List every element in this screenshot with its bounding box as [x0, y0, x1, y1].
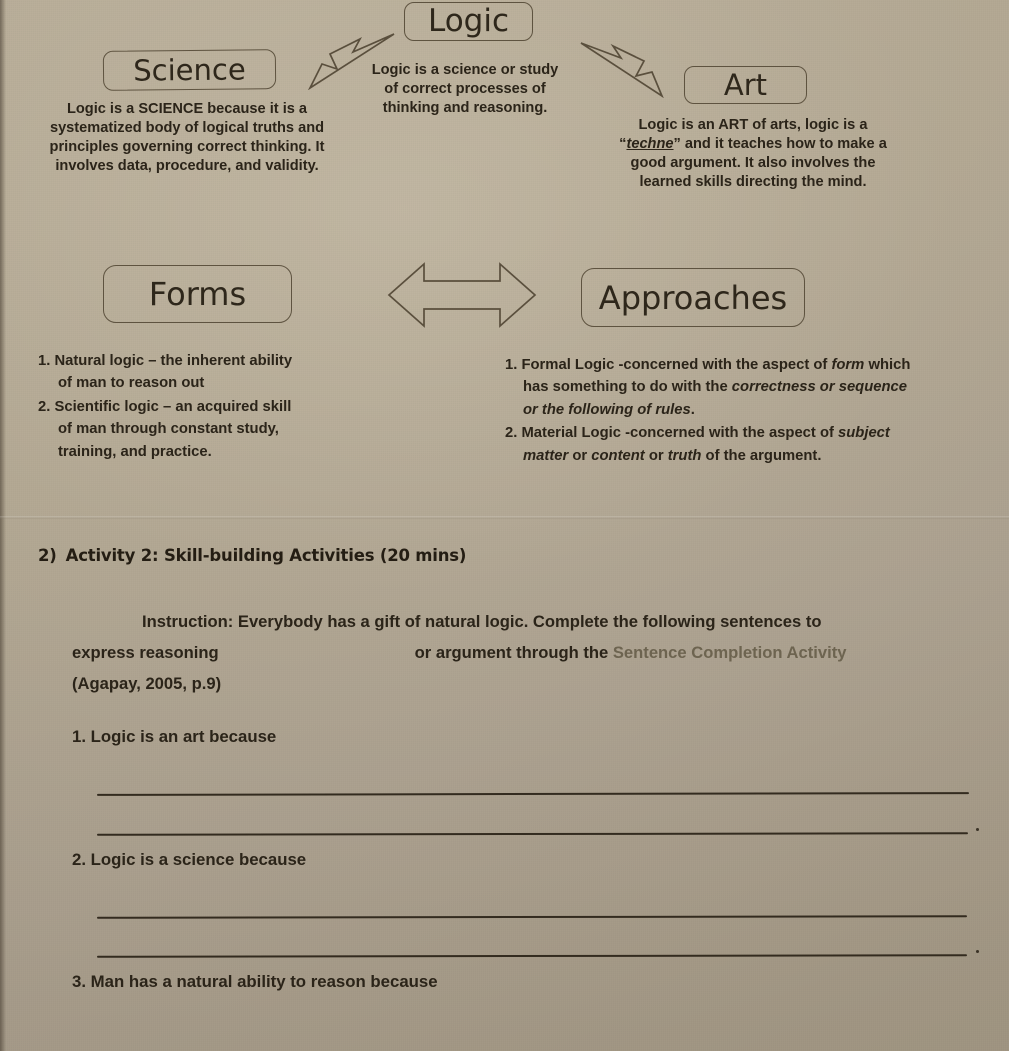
- approaches-item-2-head: Material Logic: [521, 425, 621, 442]
- approaches-item-1-head: Formal Logic: [521, 357, 615, 373]
- art-description-rest: ” and it teaches how to make a good argument. It also involves the learned skills directing the mind.: [630, 135, 887, 190]
- instruction-part-1: Everybody has a gift of natural logic. Complete the following sentences to: [233, 612, 822, 631]
- approaches-item-1-number: 1.: [505, 357, 518, 373]
- instruction-label: Instruction:: [142, 612, 234, 631]
- logic-definition-description: [365, 61, 565, 118]
- forms-item-2-head: Scientific logic: [54, 398, 159, 415]
- answer-line-2a[interactable]: [97, 915, 967, 919]
- approaches-item-2-mid-2: or: [644, 447, 668, 464]
- instruction-part-3: or argument through the: [414, 642, 613, 662]
- arrow-down-right-icon: [578, 40, 664, 98]
- approaches-item-1-text-b: which: [864, 357, 911, 373]
- instruction-faded-activity-name: Sentence Completion Activity: [612, 642, 847, 662]
- diagram-node-logic: [404, 2, 533, 41]
- node-label-logic: Logic: [427, 3, 510, 39]
- approaches-item-2-tail: of the argument.: [701, 447, 822, 464]
- instruction-part-2: express reasoning: [72, 642, 219, 662]
- question-3: 3. Man has a natural ability to reason because: [72, 972, 438, 991]
- node-label-forms: Forms: [148, 275, 247, 313]
- answer-line-1a[interactable]: [97, 792, 969, 796]
- node-label-art: Art: [723, 67, 768, 102]
- forms-item-1-head: Natural logic: [54, 353, 145, 369]
- forms-item-1-continuation: of man to reason out: [58, 375, 205, 392]
- diagram-node-art: [684, 66, 807, 104]
- activity-heading: [38, 546, 466, 565]
- science-description-emphasis: SCIENCE: [138, 101, 204, 117]
- approaches-item-2-mid-1: or: [568, 447, 592, 464]
- arrow-left-right-icon: [387, 262, 537, 328]
- approaches-item-1-continuation-2: [505, 399, 1009, 421]
- diagram-node-science: [103, 49, 276, 91]
- question-2: 2. Logic is a science because: [72, 850, 307, 869]
- list-item: [505, 354, 1009, 421]
- forms-list: [38, 350, 398, 464]
- answer-line-1b[interactable]: [97, 832, 968, 836]
- approaches-item-1-cont2-emphasis: or the following of rules: [523, 401, 691, 418]
- list-item: [38, 350, 398, 395]
- approaches-item-2-em-1: matter: [523, 447, 569, 464]
- question-1: 1. Logic is an art because: [72, 727, 277, 746]
- forms-item-1-number: 1.: [38, 353, 51, 369]
- list-item: [505, 422, 1009, 467]
- node-label-science: Science: [133, 51, 246, 88]
- list-item: [38, 396, 398, 463]
- paper-crease: [0, 516, 1009, 519]
- approaches-item-2-emphasis: subject: [838, 425, 890, 442]
- approaches-item-1-continuation-1: [505, 376, 1009, 398]
- art-description-techne: techne: [626, 135, 674, 152]
- approaches-item-2-text-a: -concerned with the aspect of: [620, 425, 839, 442]
- diagram-node-approaches: [581, 268, 805, 327]
- art-description-lead: Logic is an ART of arts, logic is a “: [619, 117, 868, 152]
- answer-line-2b[interactable]: [97, 954, 967, 958]
- node-label-approaches: Approaches: [598, 278, 788, 317]
- art-description: [612, 116, 894, 192]
- approaches-item-2-continuation: [505, 445, 1009, 467]
- answer-line-2b-period: [976, 950, 979, 953]
- approaches-item-1-cont1-emphasis: correctness or sequence: [731, 379, 907, 396]
- forms-item-2-continuation-2: training, and practice.: [58, 443, 212, 460]
- forms-item-2-number: 2.: [38, 398, 51, 415]
- approaches-item-1-cont1-plain: has something to do with the: [523, 379, 732, 396]
- forms-item-2-continuation-1: of man through constant study,: [58, 421, 279, 438]
- approaches-item-2-em-2: content: [591, 447, 645, 464]
- approaches-item-1-emphasis: form: [831, 357, 865, 373]
- science-description: [42, 100, 332, 176]
- answer-line-1b-period: [976, 828, 979, 831]
- forms-item-1-dash: – the inherent ability: [144, 353, 293, 369]
- science-description-rest: because it is a systematized body of logical truths and principles governing correct thinking. It involves data, procedure, and validity.: [49, 101, 325, 174]
- approaches-item-2-em-3: truth: [667, 447, 702, 464]
- instruction-citation: (Agapay, 2005, p.9): [72, 673, 222, 693]
- activity-instruction: [72, 607, 1009, 700]
- approaches-list: [505, 354, 1009, 468]
- science-description-lead: Logic is a: [66, 101, 139, 117]
- approaches-item-1-text-a: -concerned with the aspect of: [614, 357, 832, 373]
- forms-item-2-dash: – an acquired skill: [158, 398, 292, 415]
- logic-definition-text: Logic is a science or study of correct processes of thinking and reasoning.: [371, 62, 559, 116]
- approaches-item-2-number: 2.: [505, 425, 518, 442]
- scan-left-edge-shadow: [0, 0, 6, 1051]
- activity-heading-text: Activity 2: Skill-building Activities (20 mins): [65, 546, 467, 565]
- diagram-node-forms: [103, 265, 292, 323]
- approaches-item-1-cont2-tail: .: [690, 401, 695, 418]
- activity-marker: 2): [38, 546, 57, 565]
